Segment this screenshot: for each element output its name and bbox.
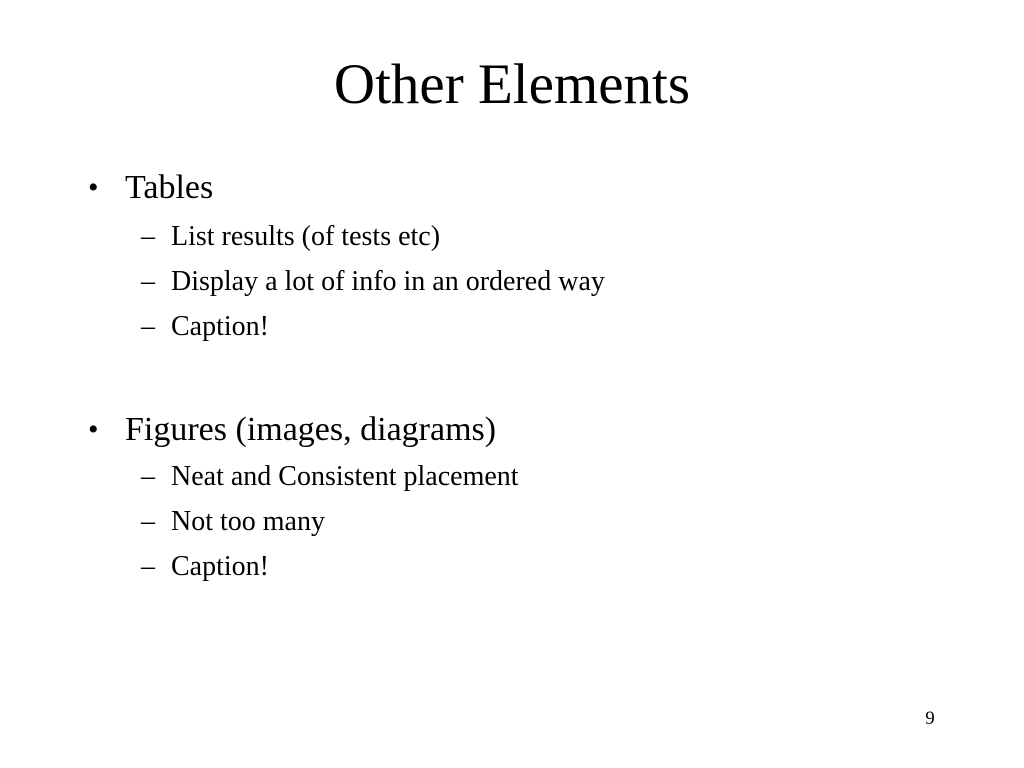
bullet-label: Tables: [125, 169, 214, 206]
sub-item-label: Caption!: [171, 551, 269, 582]
bullet-tables: [0, 166, 1024, 210]
sub-item: [0, 309, 1024, 345]
sub-item-label: Neat and Consistent placement: [171, 461, 519, 492]
sub-item-label: Display a lot of info in an ordered way: [171, 266, 605, 297]
slide-title: Other Elements: [333, 53, 691, 116]
sub-item-label: Caption!: [171, 311, 269, 342]
dash-icon: –: [141, 461, 155, 492]
sub-item: [0, 459, 1024, 495]
bullet-figures: [0, 408, 1024, 452]
bullet-dot-icon: •: [88, 171, 99, 204]
bullet-label: Figures (images, diagrams): [125, 411, 497, 448]
dash-icon: –: [141, 551, 155, 582]
sub-item: [0, 264, 1024, 300]
bullet-dot-icon: •: [88, 413, 99, 446]
sub-item-label: Not too many: [171, 506, 325, 537]
sub-item: [0, 504, 1024, 540]
sub-item: [0, 549, 1024, 585]
sub-item: [0, 219, 1024, 255]
page-number: 9: [925, 708, 935, 729]
dash-icon: –: [141, 311, 155, 342]
sub-item-label: List results (of tests etc): [171, 221, 441, 252]
dash-icon: –: [141, 506, 155, 537]
dash-icon: –: [141, 221, 155, 252]
dash-icon: –: [141, 266, 155, 297]
